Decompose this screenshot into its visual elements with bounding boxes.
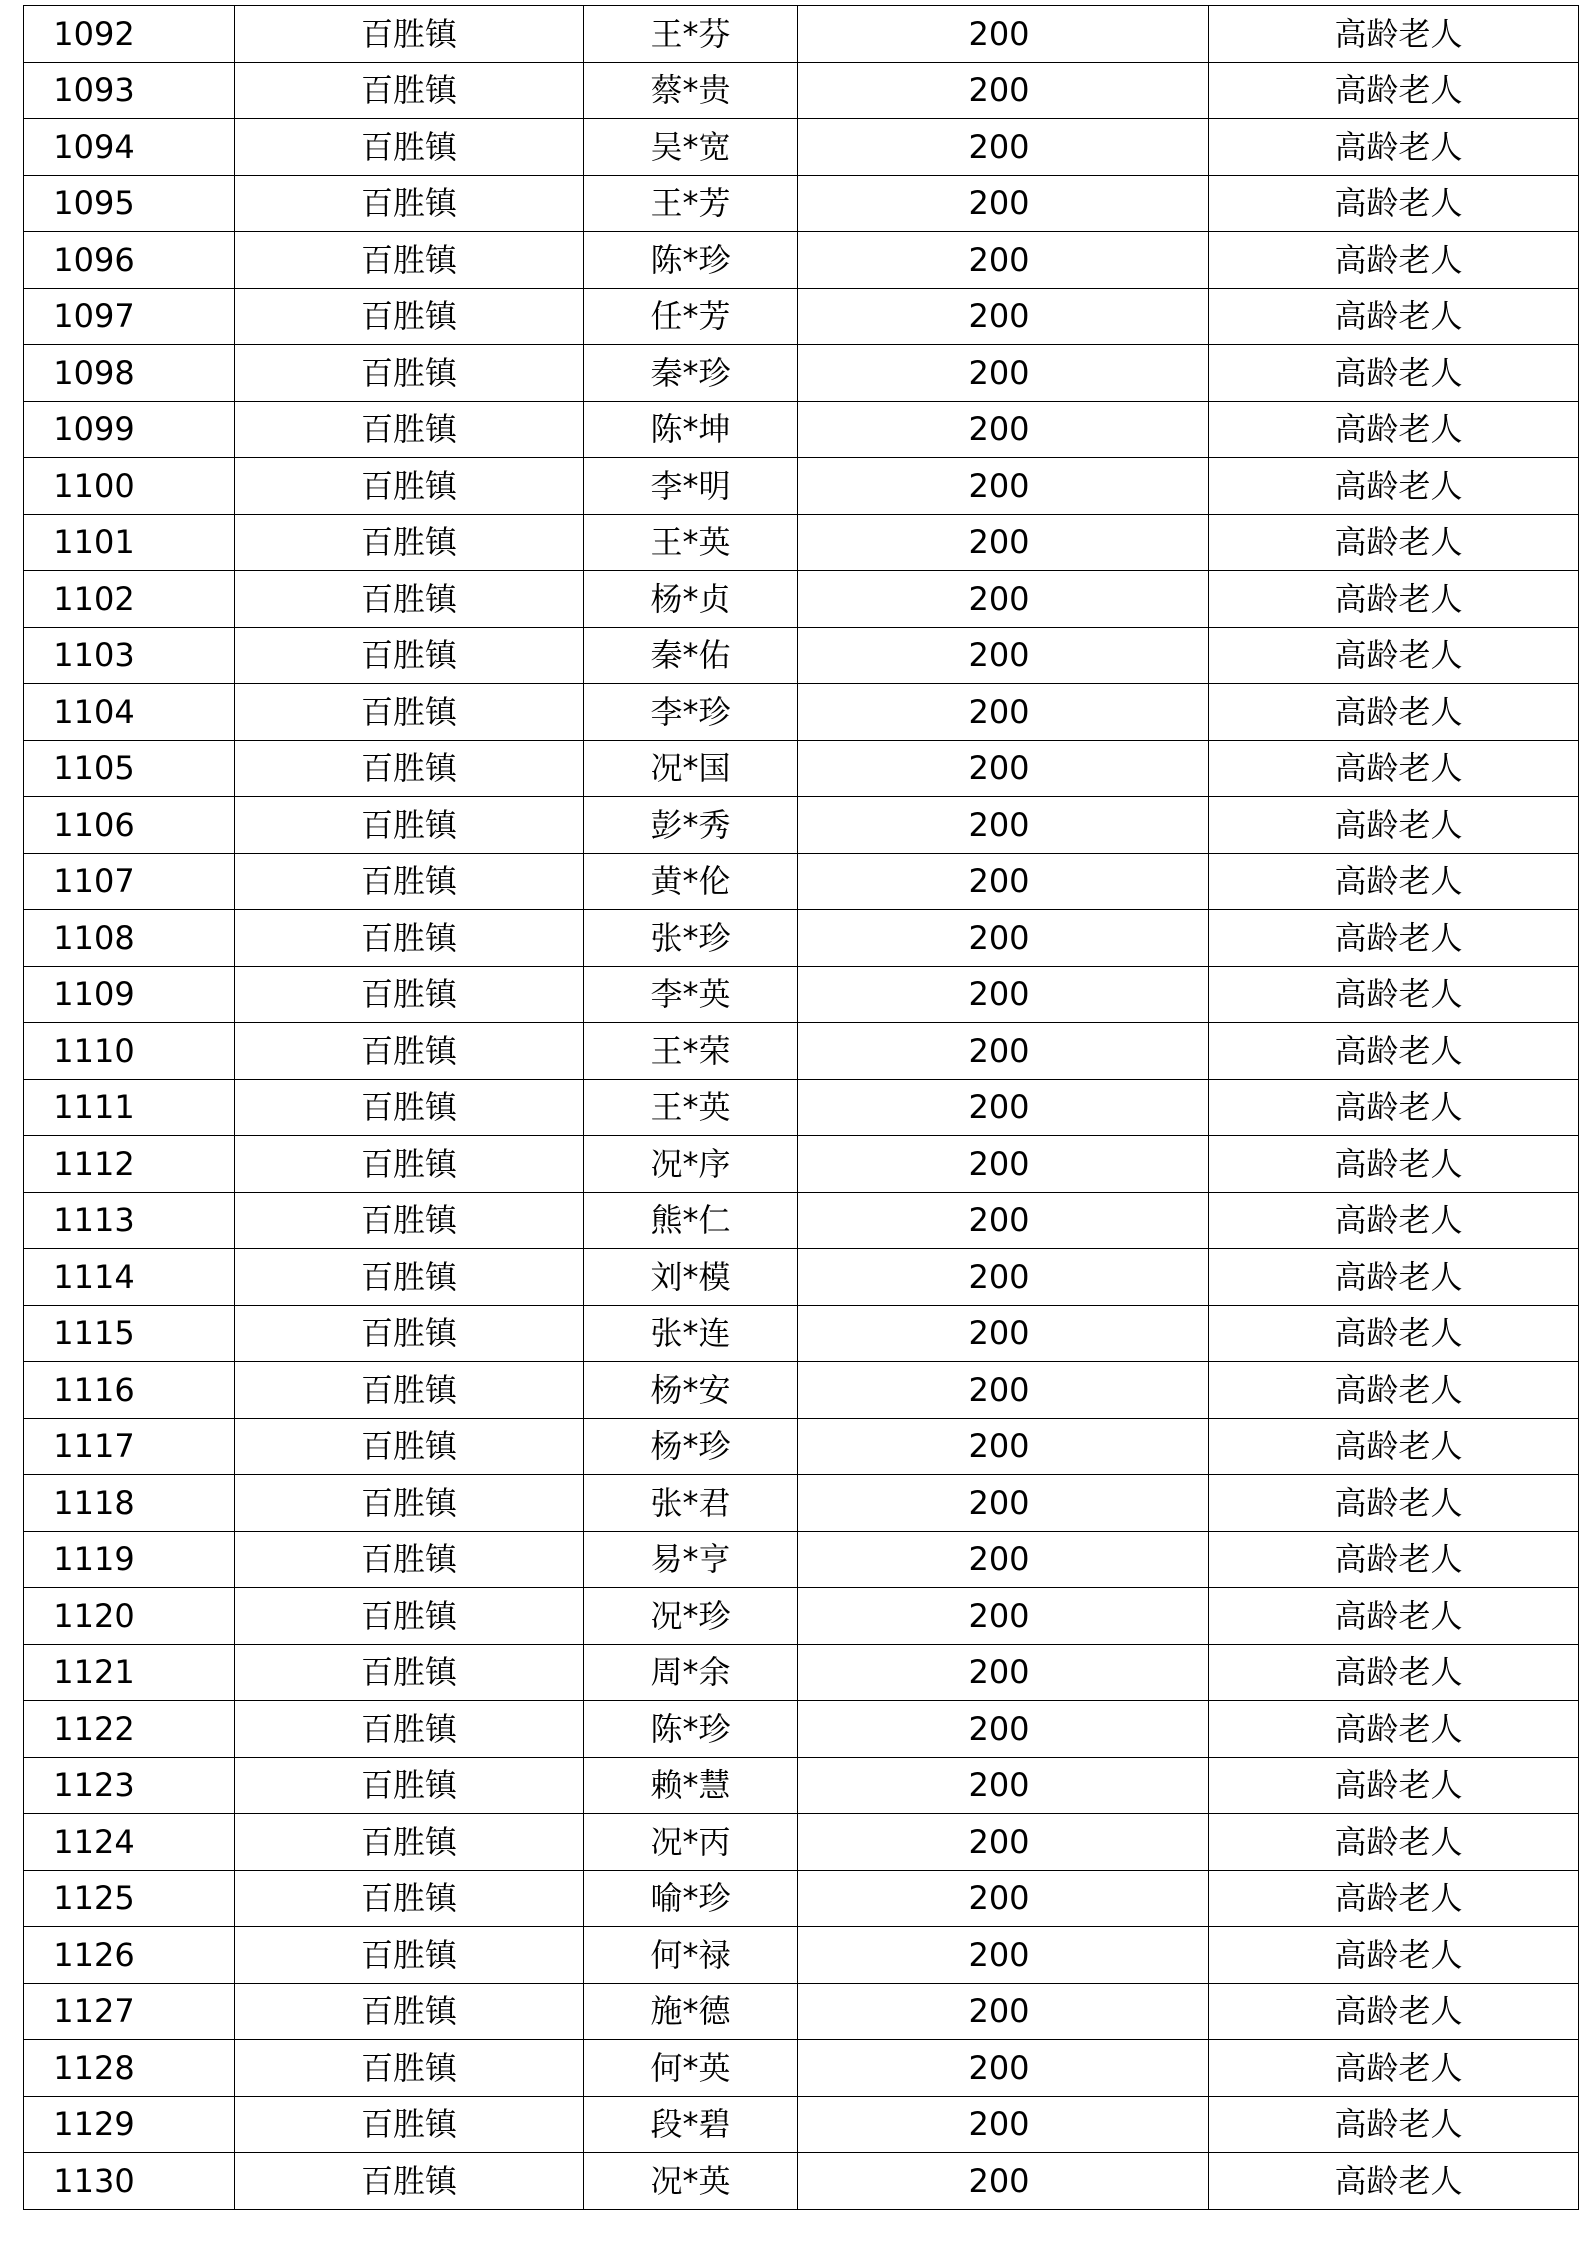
cell-name: 王*芬 — [584, 6, 798, 63]
cell-town: 百胜镇 — [235, 1305, 584, 1362]
cell-index: 1127 — [24, 1983, 235, 2040]
cell-name: 杨*贞 — [584, 571, 798, 628]
cell-category: 高龄老人 — [1209, 288, 1579, 345]
cell-name: 况*丙 — [584, 1814, 798, 1871]
cell-index: 1094 — [24, 119, 235, 176]
cell-amount: 200 — [798, 1531, 1209, 1588]
cell-name: 秦*珍 — [584, 345, 798, 402]
cell-category: 高龄老人 — [1209, 1192, 1579, 1249]
table-row — [24, 401, 1579, 458]
cell-index: 1101 — [24, 514, 235, 571]
cell-town: 百胜镇 — [235, 910, 584, 967]
cell-index: 1108 — [24, 910, 235, 967]
cell-category: 高龄老人 — [1209, 1814, 1579, 1871]
cell-name: 何*英 — [584, 2040, 798, 2097]
table-row — [24, 627, 1579, 684]
cell-town: 百胜镇 — [235, 1249, 584, 1306]
cell-category: 高龄老人 — [1209, 1023, 1579, 1080]
cell-index: 1111 — [24, 1079, 235, 1136]
cell-town: 百胜镇 — [235, 1362, 584, 1419]
table-row — [24, 119, 1579, 176]
cell-index: 1104 — [24, 684, 235, 741]
cell-index: 1123 — [24, 1757, 235, 1814]
table-row — [24, 1814, 1579, 1871]
cell-amount: 200 — [798, 1418, 1209, 1475]
table-row — [24, 1418, 1579, 1475]
cell-name: 李*明 — [584, 458, 798, 515]
cell-town: 百胜镇 — [235, 2040, 584, 2097]
table-row — [24, 1305, 1579, 1362]
table-row — [24, 1079, 1579, 1136]
cell-name: 杨*安 — [584, 1362, 798, 1419]
table-row — [24, 288, 1579, 345]
cell-index: 1117 — [24, 1418, 235, 1475]
table-row — [24, 175, 1579, 232]
cell-name: 吴*宽 — [584, 119, 798, 176]
cell-name: 陈*珍 — [584, 1701, 798, 1758]
table-row — [24, 684, 1579, 741]
cell-name: 李*英 — [584, 966, 798, 1023]
table-row — [24, 62, 1579, 119]
cell-index: 1092 — [24, 6, 235, 63]
cell-name: 周*余 — [584, 1644, 798, 1701]
cell-category: 高龄老人 — [1209, 1644, 1579, 1701]
cell-name: 况*国 — [584, 740, 798, 797]
cell-town: 百胜镇 — [235, 1475, 584, 1532]
cell-name: 蔡*贵 — [584, 62, 798, 119]
cell-name: 刘*模 — [584, 1249, 798, 1306]
cell-amount: 200 — [798, 684, 1209, 741]
cell-amount: 200 — [798, 1983, 1209, 2040]
table-row — [24, 1192, 1579, 1249]
cell-amount: 200 — [798, 175, 1209, 232]
cell-amount: 200 — [798, 62, 1209, 119]
cell-name: 段*碧 — [584, 2096, 798, 2153]
cell-category: 高龄老人 — [1209, 1249, 1579, 1306]
cell-index: 1126 — [24, 1927, 235, 1984]
table-row — [24, 797, 1579, 854]
cell-category: 高龄老人 — [1209, 2153, 1579, 2210]
cell-town: 百胜镇 — [235, 1023, 584, 1080]
cell-category: 高龄老人 — [1209, 1757, 1579, 1814]
cell-amount: 200 — [798, 232, 1209, 289]
table-row — [24, 1475, 1579, 1532]
cell-amount: 200 — [798, 966, 1209, 1023]
cell-town: 百胜镇 — [235, 571, 584, 628]
cell-index: 1107 — [24, 853, 235, 910]
table-row — [24, 232, 1579, 289]
cell-index: 1106 — [24, 797, 235, 854]
table-row — [24, 1249, 1579, 1306]
cell-category: 高龄老人 — [1209, 1079, 1579, 1136]
cell-town: 百胜镇 — [235, 288, 584, 345]
cell-amount: 200 — [798, 1305, 1209, 1362]
cell-name: 彭*秀 — [584, 797, 798, 854]
cell-index: 1122 — [24, 1701, 235, 1758]
cell-name: 喻*珍 — [584, 1870, 798, 1927]
cell-town: 百胜镇 — [235, 797, 584, 854]
cell-name: 李*珍 — [584, 684, 798, 741]
cell-index: 1100 — [24, 458, 235, 515]
table-row — [24, 1757, 1579, 1814]
cell-town: 百胜镇 — [235, 1079, 584, 1136]
cell-town: 百胜镇 — [235, 1927, 584, 1984]
cell-index: 1099 — [24, 401, 235, 458]
cell-category: 高龄老人 — [1209, 1305, 1579, 1362]
table-row — [24, 2040, 1579, 2097]
table-row — [24, 2096, 1579, 2153]
cell-town: 百胜镇 — [235, 684, 584, 741]
cell-index: 1103 — [24, 627, 235, 684]
cell-amount: 200 — [798, 1362, 1209, 1419]
cell-category: 高龄老人 — [1209, 1983, 1579, 2040]
cell-amount: 200 — [798, 1814, 1209, 1871]
cell-category: 高龄老人 — [1209, 1531, 1579, 1588]
cell-amount: 200 — [798, 1475, 1209, 1532]
cell-amount: 200 — [798, 401, 1209, 458]
cell-index: 1095 — [24, 175, 235, 232]
cell-name: 况*序 — [584, 1136, 798, 1193]
table-row — [24, 1870, 1579, 1927]
cell-amount: 200 — [798, 571, 1209, 628]
cell-category: 高龄老人 — [1209, 1701, 1579, 1758]
table-row — [24, 1136, 1579, 1193]
cell-name: 施*德 — [584, 1983, 798, 2040]
cell-index: 1116 — [24, 1362, 235, 1419]
cell-category: 高龄老人 — [1209, 684, 1579, 741]
cell-category: 高龄老人 — [1209, 232, 1579, 289]
cell-name: 况*英 — [584, 2153, 798, 2210]
cell-name: 陈*珍 — [584, 232, 798, 289]
cell-category: 高龄老人 — [1209, 571, 1579, 628]
cell-index: 1124 — [24, 1814, 235, 1871]
cell-name: 王*芳 — [584, 175, 798, 232]
cell-name: 况*珍 — [584, 1588, 798, 1645]
cell-name: 张*连 — [584, 1305, 798, 1362]
cell-category: 高龄老人 — [1209, 966, 1579, 1023]
cell-name: 王*荣 — [584, 1023, 798, 1080]
table-row — [24, 740, 1579, 797]
cell-name: 王*英 — [584, 1079, 798, 1136]
cell-amount: 200 — [798, 740, 1209, 797]
cell-amount: 200 — [798, 853, 1209, 910]
cell-town: 百胜镇 — [235, 401, 584, 458]
cell-amount: 200 — [798, 1870, 1209, 1927]
cell-name: 张*君 — [584, 1475, 798, 1532]
cell-amount: 200 — [798, 1644, 1209, 1701]
cell-town: 百胜镇 — [235, 1588, 584, 1645]
cell-town: 百胜镇 — [235, 740, 584, 797]
cell-town: 百胜镇 — [235, 1983, 584, 2040]
cell-category: 高龄老人 — [1209, 910, 1579, 967]
cell-index: 1112 — [24, 1136, 235, 1193]
cell-category: 高龄老人 — [1209, 458, 1579, 515]
cell-index: 1113 — [24, 1192, 235, 1249]
cell-name: 张*珍 — [584, 910, 798, 967]
table-row — [24, 1531, 1579, 1588]
cell-amount: 200 — [798, 2153, 1209, 2210]
cell-town: 百胜镇 — [235, 232, 584, 289]
cell-amount: 200 — [798, 1023, 1209, 1080]
cell-index: 1098 — [24, 345, 235, 402]
cell-category: 高龄老人 — [1209, 401, 1579, 458]
cell-name: 易*亨 — [584, 1531, 798, 1588]
cell-amount: 200 — [798, 1192, 1209, 1249]
cell-town: 百胜镇 — [235, 119, 584, 176]
cell-town: 百胜镇 — [235, 1870, 584, 1927]
cell-amount: 200 — [798, 119, 1209, 176]
cell-amount: 200 — [798, 1757, 1209, 1814]
cell-index: 1121 — [24, 1644, 235, 1701]
cell-index: 1110 — [24, 1023, 235, 1080]
cell-town: 百胜镇 — [235, 1418, 584, 1475]
cell-town: 百胜镇 — [235, 627, 584, 684]
cell-category: 高龄老人 — [1209, 627, 1579, 684]
cell-index: 1109 — [24, 966, 235, 1023]
cell-name: 何*禄 — [584, 1927, 798, 1984]
cell-index: 1128 — [24, 2040, 235, 2097]
table-row — [24, 345, 1579, 402]
cell-category: 高龄老人 — [1209, 797, 1579, 854]
table-row — [24, 571, 1579, 628]
cell-index: 1118 — [24, 1475, 235, 1532]
cell-category: 高龄老人 — [1209, 740, 1579, 797]
cell-amount: 200 — [798, 1079, 1209, 1136]
cell-amount: 200 — [798, 345, 1209, 402]
cell-town: 百胜镇 — [235, 1531, 584, 1588]
cell-amount: 200 — [798, 627, 1209, 684]
cell-amount: 200 — [798, 1701, 1209, 1758]
table-row — [24, 1588, 1579, 1645]
subsidy-list-table-container — [23, 5, 1578, 2210]
cell-category: 高龄老人 — [1209, 1136, 1579, 1193]
cell-amount: 200 — [798, 2040, 1209, 2097]
cell-category: 高龄老人 — [1209, 1475, 1579, 1532]
cell-amount: 200 — [798, 458, 1209, 515]
cell-amount: 200 — [798, 1136, 1209, 1193]
cell-name: 杨*珍 — [584, 1418, 798, 1475]
cell-name: 王*英 — [584, 514, 798, 571]
cell-amount: 200 — [798, 2096, 1209, 2153]
cell-amount: 200 — [798, 910, 1209, 967]
cell-index: 1129 — [24, 2096, 235, 2153]
cell-category: 高龄老人 — [1209, 1418, 1579, 1475]
cell-town: 百胜镇 — [235, 345, 584, 402]
table-row — [24, 514, 1579, 571]
cell-town: 百胜镇 — [235, 2153, 584, 2210]
table-row — [24, 1701, 1579, 1758]
table-row — [24, 1983, 1579, 2040]
cell-amount: 200 — [798, 288, 1209, 345]
cell-town: 百胜镇 — [235, 1136, 584, 1193]
cell-town: 百胜镇 — [235, 1757, 584, 1814]
cell-index: 1125 — [24, 1870, 235, 1927]
cell-town: 百胜镇 — [235, 1814, 584, 1871]
cell-category: 高龄老人 — [1209, 1870, 1579, 1927]
cell-town: 百胜镇 — [235, 458, 584, 515]
cell-category: 高龄老人 — [1209, 853, 1579, 910]
cell-index: 1120 — [24, 1588, 235, 1645]
table-row — [24, 6, 1579, 63]
cell-index: 1130 — [24, 2153, 235, 2210]
cell-category: 高龄老人 — [1209, 62, 1579, 119]
cell-town: 百胜镇 — [235, 1644, 584, 1701]
cell-index: 1093 — [24, 62, 235, 119]
cell-category: 高龄老人 — [1209, 1588, 1579, 1645]
cell-town: 百胜镇 — [235, 6, 584, 63]
table-row — [24, 1927, 1579, 1984]
cell-category: 高龄老人 — [1209, 514, 1579, 571]
cell-town: 百胜镇 — [235, 175, 584, 232]
table-row — [24, 1023, 1579, 1080]
subsidy-list-table — [23, 5, 1579, 2210]
cell-town: 百胜镇 — [235, 853, 584, 910]
cell-category: 高龄老人 — [1209, 6, 1579, 63]
cell-amount: 200 — [798, 1588, 1209, 1645]
cell-name: 秦*佑 — [584, 627, 798, 684]
cell-town: 百胜镇 — [235, 62, 584, 119]
cell-name: 黄*伦 — [584, 853, 798, 910]
table-row — [24, 1644, 1579, 1701]
table-row — [24, 458, 1579, 515]
cell-amount: 200 — [798, 514, 1209, 571]
cell-town: 百胜镇 — [235, 966, 584, 1023]
cell-category: 高龄老人 — [1209, 119, 1579, 176]
cell-category: 高龄老人 — [1209, 1362, 1579, 1419]
cell-category: 高龄老人 — [1209, 2096, 1579, 2153]
cell-index: 1102 — [24, 571, 235, 628]
cell-index: 1115 — [24, 1305, 235, 1362]
cell-name: 陈*坤 — [584, 401, 798, 458]
cell-index: 1105 — [24, 740, 235, 797]
table-row — [24, 853, 1579, 910]
cell-index: 1096 — [24, 232, 235, 289]
cell-town: 百胜镇 — [235, 1192, 584, 1249]
cell-index: 1114 — [24, 1249, 235, 1306]
cell-category: 高龄老人 — [1209, 175, 1579, 232]
table-row — [24, 2153, 1579, 2210]
cell-amount: 200 — [798, 6, 1209, 63]
cell-amount: 200 — [798, 797, 1209, 854]
cell-amount: 200 — [798, 1249, 1209, 1306]
table-row — [24, 910, 1579, 967]
cell-category: 高龄老人 — [1209, 345, 1579, 402]
cell-name: 任*芳 — [584, 288, 798, 345]
cell-amount: 200 — [798, 1927, 1209, 1984]
table-body — [24, 6, 1579, 2210]
cell-town: 百胜镇 — [235, 1701, 584, 1758]
cell-index: 1097 — [24, 288, 235, 345]
cell-town: 百胜镇 — [235, 514, 584, 571]
cell-category: 高龄老人 — [1209, 1927, 1579, 1984]
cell-index: 1119 — [24, 1531, 235, 1588]
table-row — [24, 1362, 1579, 1419]
cell-town: 百胜镇 — [235, 2096, 584, 2153]
cell-category: 高龄老人 — [1209, 2040, 1579, 2097]
table-row — [24, 966, 1579, 1023]
cell-name: 赖*慧 — [584, 1757, 798, 1814]
cell-name: 熊*仁 — [584, 1192, 798, 1249]
